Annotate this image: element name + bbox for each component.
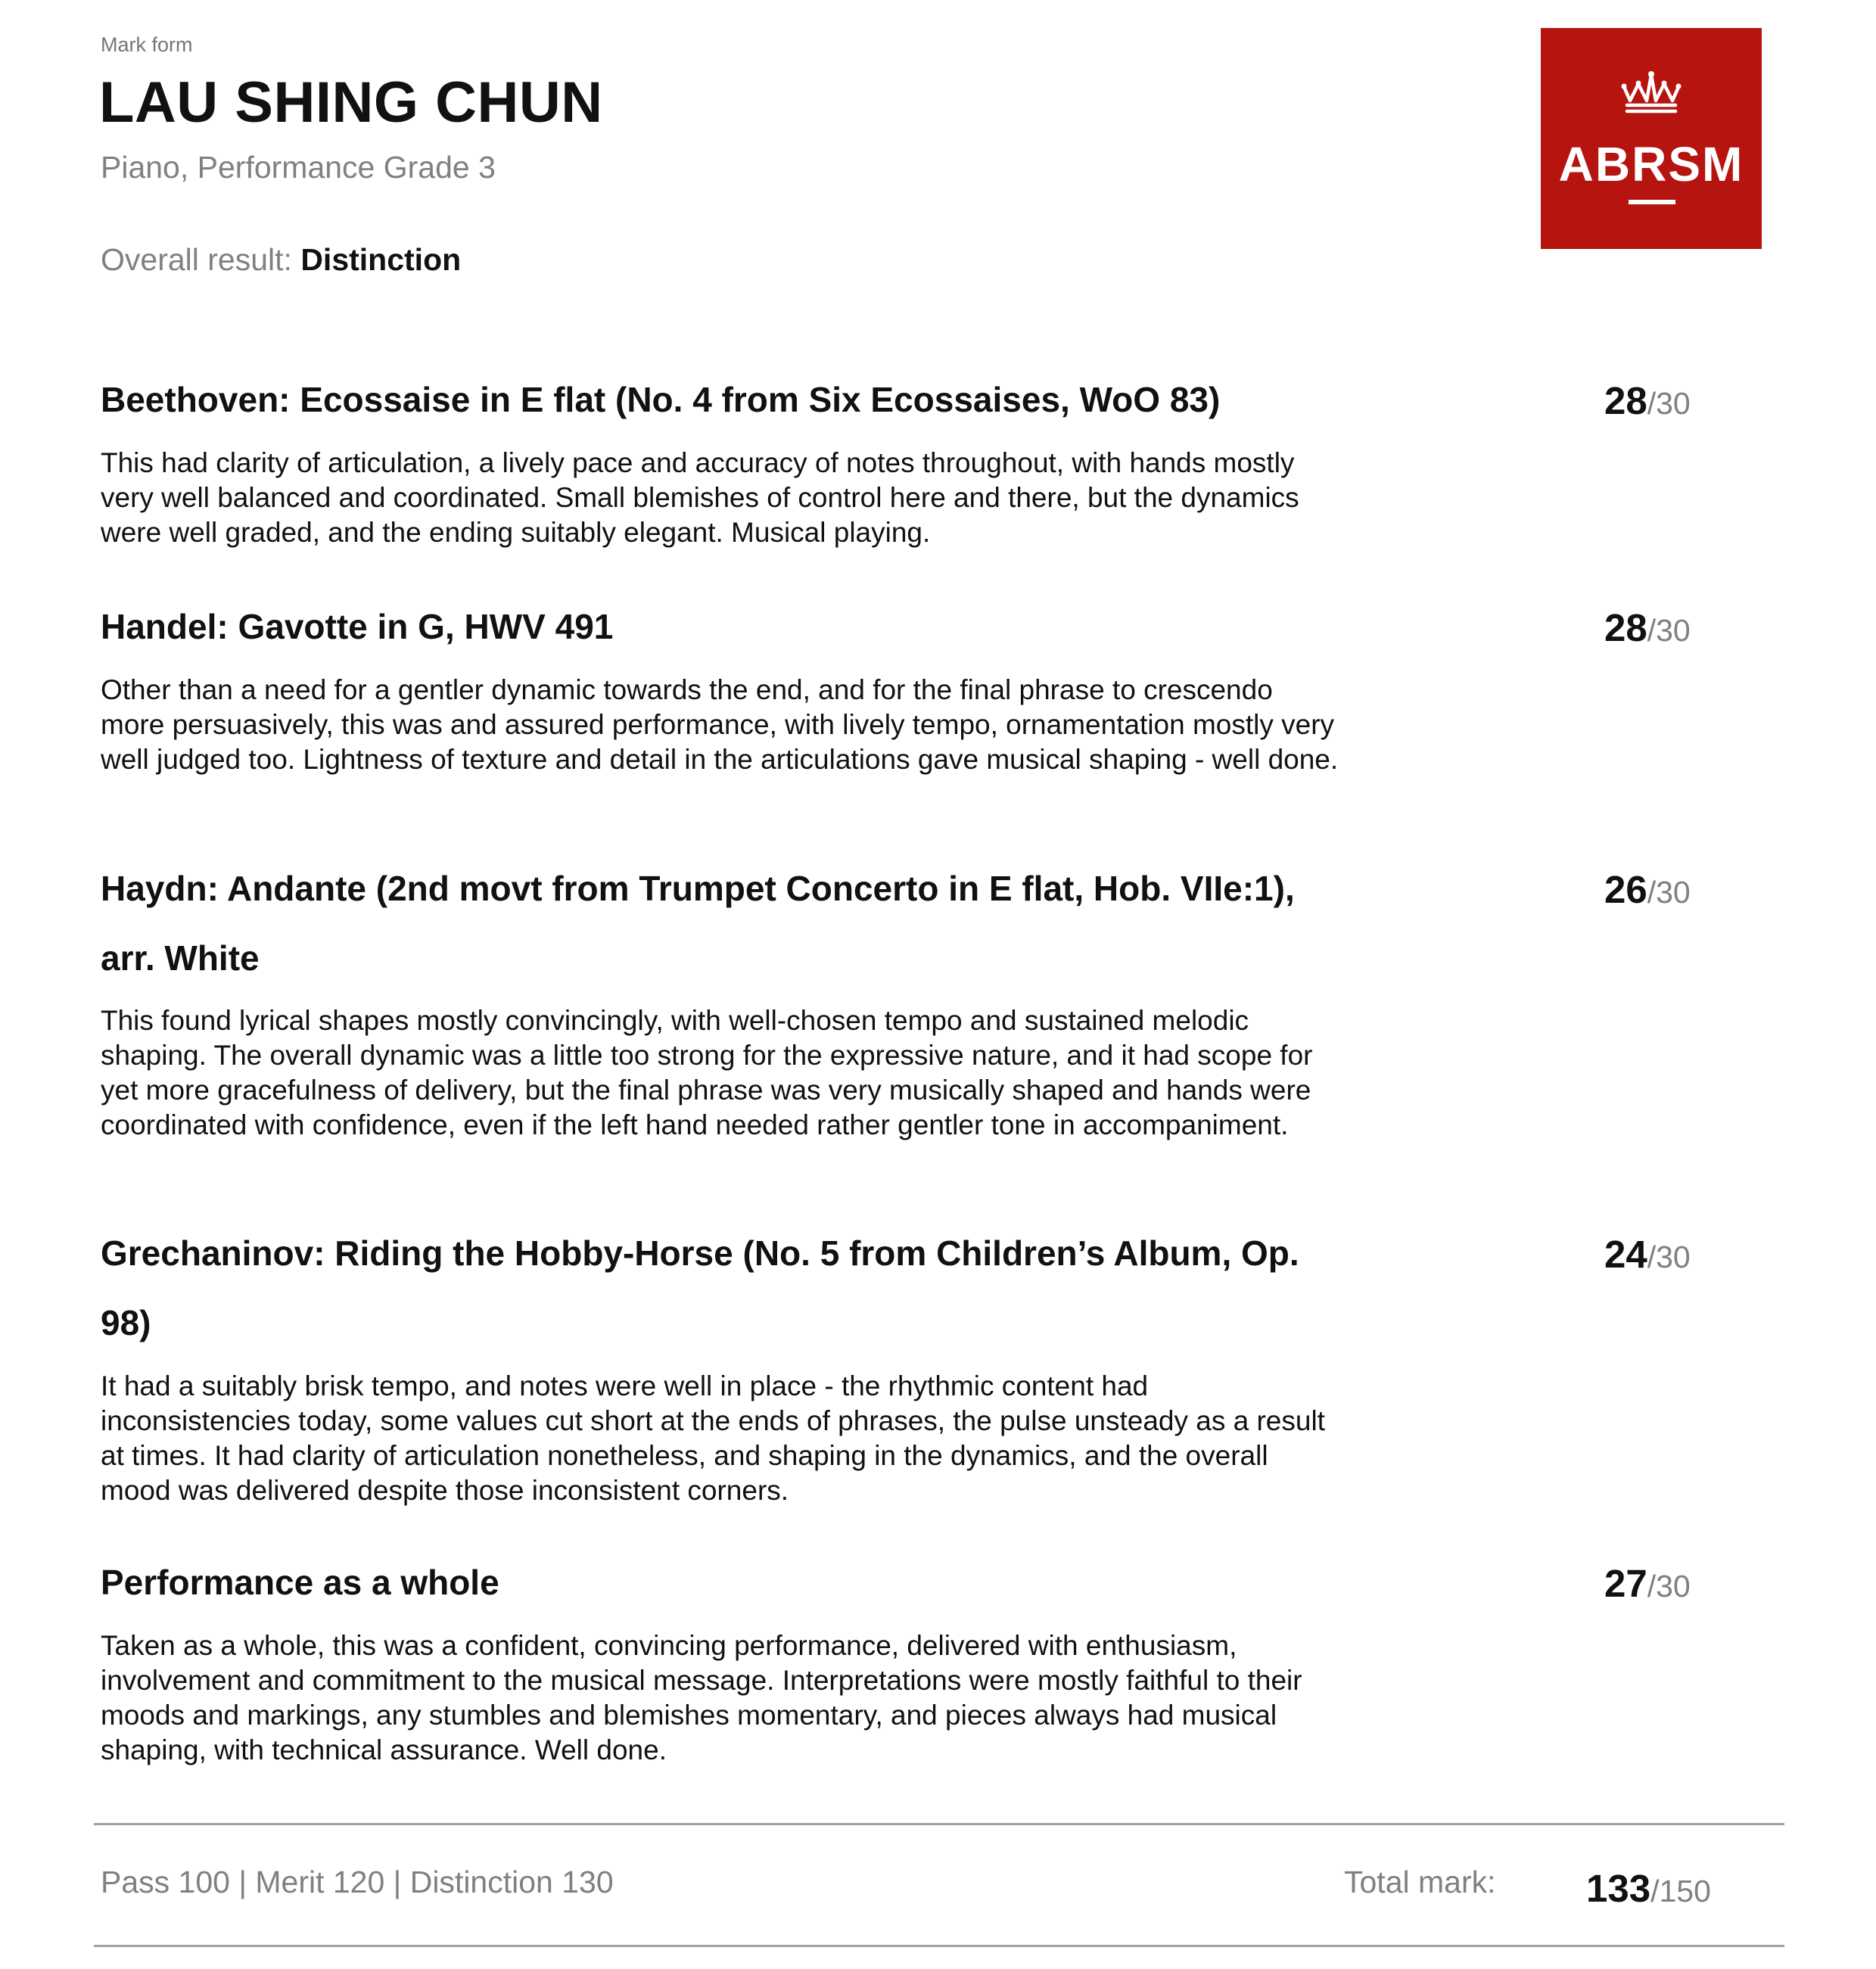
score-max: /30: [1647, 1569, 1691, 1604]
total-score-value: 133: [1586, 1867, 1651, 1910]
grade-thresholds: Pass 100 | Merit 120 | Distinction 130: [101, 1865, 614, 1899]
overall-result-value: Distinction: [300, 242, 462, 277]
score-value: 24: [1604, 1233, 1647, 1276]
score-value: 26: [1604, 868, 1647, 911]
form-label: Mark form: [101, 33, 193, 56]
total-mark-label: Total mark:: [1344, 1865, 1496, 1899]
logo-text: ABRSM: [1558, 137, 1744, 191]
abrsm-logo: [1541, 28, 1762, 249]
piece-comment: Other than a need for a gentler dynamic towards the end, and for the final phrase to crescendo more persuasively, this was and assured performance, with lively tempo, ornamentation mostly very well judged too. Lightness of texture and detail in the articulations gave musical shaping - well done.: [101, 674, 1339, 775]
score-value: 28: [1604, 606, 1647, 649]
performance-whole-comment: Taken as a whole, this was a confident, convincing performance, delivered with enthusiasm, involvement and commitment to the musical message. Interpretations were mostly faithful to their moods and markings, any stumbles and blemishes momentary, and pieces always had musical shaping, with technical assurance. Well done.: [101, 1630, 1302, 1765]
piece-comment: This found lyrical shapes mostly convincingly, with well-chosen tempo and sustained melodic shaping. The overall dynamic was a little too strong for the expressive nature, and it had scope for yet more gracefulness of delivery, but the final phrase was very musically shaped and hands were coordinated with confidence, even if the left hand needed rather gentler tone in accompaniment.: [101, 1005, 1313, 1140]
piece-score: [1604, 867, 1691, 912]
piece-comment: It had a suitably brisk tempo, and notes were well in place - the rhythmic content had inconsistencies today, some values cut short at the ends of phrases, the pulse unsteady as a result at times. It had clarity of articulation nonetheless, and shaping in the dynamics, and the overall mood was delivered despite those inconsistent corners.: [101, 1370, 1325, 1506]
score-max: /30: [1647, 875, 1691, 910]
crown-icon: [1613, 70, 1689, 116]
performance-whole-score: [1604, 1561, 1691, 1606]
piece-score: [1604, 378, 1691, 423]
piece-title: Haydn: Andante (2nd movt from Trumpet Concerto in E flat, Hob. VIIe:1), arr. White: [101, 869, 1295, 978]
overall-result: [101, 242, 461, 278]
piece-comment: This had clarity of articulation, a lively pace and accuracy of notes throughout, with hands mostly very well balanced and coordinated. Small blemishes of control here and there, but the dynamics were well graded, and the ending suitably elegant. Musical playing.: [101, 447, 1299, 548]
exam-subject: Piano, Performance Grade 3: [101, 150, 496, 185]
piece-title: Grechaninov: Riding the Hobby-Horse (No. 5 from Children’s Album, Op. 98): [101, 1233, 1299, 1342]
performance-whole-title: Performance as a whole: [101, 1563, 499, 1602]
piece-score: [1604, 605, 1691, 650]
overall-result-label: Overall result:: [101, 242, 292, 277]
score-max: /30: [1647, 386, 1691, 421]
logo-underline: [1629, 200, 1675, 204]
score-value: 27: [1604, 1562, 1647, 1605]
total-score-max: /150: [1650, 1874, 1711, 1908]
total-mark: [1586, 1866, 1711, 1911]
divider: [94, 1945, 1784, 1947]
score-max: /30: [1647, 613, 1691, 648]
piece-title: Beethoven: Ecossaise in E flat (No. 4 from Six Ecossaises, WoO 83): [101, 380, 1221, 419]
divider: [94, 1823, 1784, 1825]
piece-title: Handel: Gavotte in G, HWV 491: [101, 607, 614, 646]
score-max: /30: [1647, 1240, 1691, 1274]
candidate-name: LAU SHING CHUN: [99, 70, 603, 135]
score-value: 28: [1604, 379, 1647, 422]
piece-score: [1604, 1232, 1691, 1277]
